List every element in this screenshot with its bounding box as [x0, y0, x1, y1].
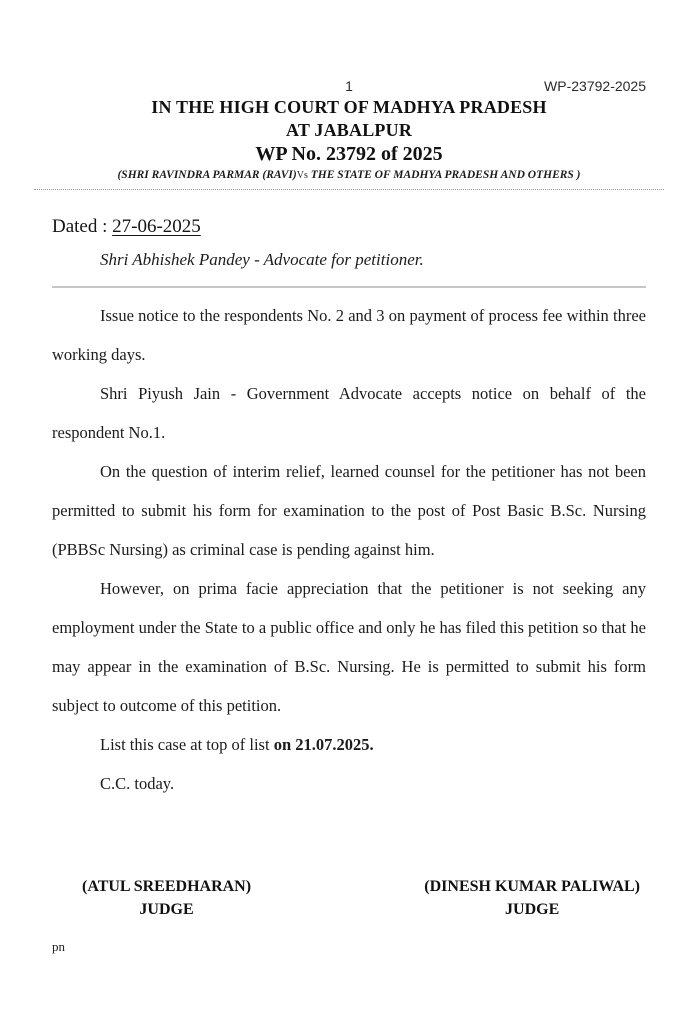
listing-date: on 21.07.2025. — [273, 735, 374, 754]
page-number: 1 — [345, 78, 353, 94]
order-paragraph: On the question of interim relief, learned counsel for the petitioner has not been permitted to submit his form for examination to the post of Post Basic B.Sc. Nursing (PBBSc Nursing) as criminal case is pending against him. — [52, 462, 646, 559]
order-paragraph: However, on prima facie appreciation that the petitioner is not seeking any employment under the State to a public office and only he has filed this petition so that he may appear in the examination of B.Sc. Nursing. He is permitted to submit his form subject to outcome of this petition. — [52, 579, 646, 715]
court-name: IN THE HIGH COURT OF MADHYA PRADESH — [151, 97, 547, 117]
respondent-name: THE STATE OF MADHYA PRADESH AND OTHERS ) — [310, 169, 581, 181]
dated-label: Dated : — [52, 216, 113, 237]
judge-title: JUDGE — [505, 901, 560, 918]
order-paragraph: Shri Piyush Jain - Government Advocate accepts notice on behalf of the respondent No.1. — [52, 384, 646, 442]
dated-value: 27-06-2025 — [112, 216, 201, 237]
listing-text: List this case at top of list — [100, 735, 274, 754]
order-body — [52, 296, 646, 803]
signature-left — [82, 875, 251, 921]
signature-row — [52, 875, 646, 921]
listing-directive-line — [52, 725, 646, 764]
court-heading — [52, 96, 646, 166]
case-reference: WP-23792-2025 — [544, 78, 646, 94]
versus-label: Vs — [296, 170, 308, 181]
clerk-initials: pn — [52, 939, 65, 954]
order-paragraph: Issue notice to the respondents No. 2 and 3 on payment of process fee within three working days. — [52, 306, 646, 364]
judge-title: JUDGE — [139, 901, 194, 918]
case-number: WP No. 23792 of 2025 — [255, 143, 443, 165]
judge-name: (DINESH KUMAR PALIWAL) — [424, 878, 640, 895]
signature-right — [424, 875, 640, 921]
petitioner-name: (SHRI RAVINDRA PARMAR (RAVI) — [117, 169, 297, 181]
parties-line — [34, 168, 664, 190]
cc-line: C.C. today. — [100, 774, 175, 793]
court-location: AT JABALPUR — [285, 120, 413, 140]
page-reference-row — [52, 78, 646, 96]
section-divider — [52, 286, 646, 288]
counsel-appearance-line: Shri Abhishek Pandey - Advocate for petitioner. — [100, 250, 424, 269]
dated-line — [52, 216, 646, 238]
judge-name: (ATUL SREEDHARAN) — [82, 878, 252, 895]
